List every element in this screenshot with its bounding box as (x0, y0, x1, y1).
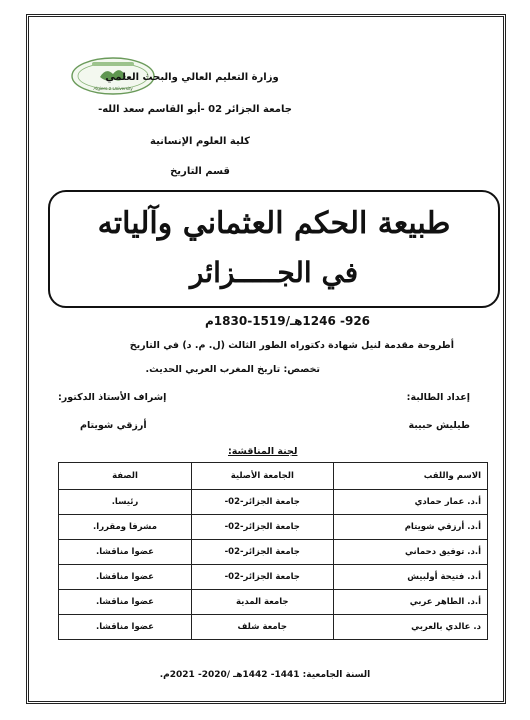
academic-year: السنة الجامعية: 1441- 1442هـ /2020- 2021م. (159, 670, 371, 680)
thesis-title-line2: في الجـــــزائر (189, 256, 359, 289)
student-name: طيليش حبيبة (408, 420, 470, 431)
member-university: جامعة الجزائر-02- (192, 565, 334, 590)
supervisor-name: أرزقي شويتام (80, 420, 147, 431)
member-role: عضوا مناقشا. (59, 540, 192, 565)
member-role: مشرفا ومقررا. (59, 515, 192, 540)
thesis-title-box (48, 190, 500, 308)
member-university: جامعة الجزائر-02- (192, 490, 334, 515)
table-row (59, 590, 488, 615)
member-role: عضوا مناقشا. (59, 590, 192, 615)
university-name: جامعة الجزائر 02 -أبو القاسم سعد الله- (98, 104, 292, 115)
member-university: جامعة المدية (192, 590, 334, 615)
header-role: الصفة (59, 463, 192, 490)
thesis-title-line1: طبيعة الحكم العثماني وآلياته (97, 206, 451, 241)
thesis-statement: أطروحة مقدمة لنيل شهادة دكتوراه الطور الثالث (ل. م. د) في التاريخ (129, 340, 454, 351)
header-name: الاسم واللقب (333, 463, 487, 490)
member-university: جامعة الجزائر-02- (192, 515, 334, 540)
member-name: أ.د. فتيحة أولبيش (333, 565, 487, 590)
table-row (59, 615, 488, 640)
table-row (59, 515, 488, 540)
table-row (59, 565, 488, 590)
header-university: الجامعة الأصلية (192, 463, 334, 490)
member-role: عضوا مناقشا. (59, 615, 192, 640)
member-role: عضوا مناقشا. (59, 565, 192, 590)
member-role: رئيسا. (59, 490, 192, 515)
member-name: أ.د. الطاهر عربي (333, 590, 487, 615)
logo-caption: Algiers 2 University (93, 86, 133, 91)
table-row (59, 540, 488, 565)
prepared-by-label: إعداد الطالبة: (406, 392, 470, 403)
department-name: قسم التاريخ (170, 166, 230, 177)
member-name: أ.د. توفيق دحماني (333, 540, 487, 565)
member-name: د. عالدي بالعربي (333, 615, 487, 640)
supervisor-label: إشراف الأستاذ الدكتور: (58, 392, 167, 403)
thesis-specialty: تخصص: تاريخ المغرب العربي الحديث. (145, 364, 320, 375)
thesis-dates: 926- 1246هـ/1519-1830م (205, 314, 371, 328)
table-header-row (59, 463, 488, 490)
table-row (59, 490, 488, 515)
ministry-name: وزارة التعليم العالي والبحث العلمي (105, 72, 279, 83)
member-university: جامعة الجزائر-02- (192, 540, 334, 565)
member-name: أ.د. عمار حمادي (333, 490, 487, 515)
member-university: جامعة شلف (192, 615, 334, 640)
faculty-name: كلية العلوم الإنسانية (150, 136, 250, 147)
committee-title: لجنة المناقشة: (228, 446, 298, 457)
committee-table (58, 462, 488, 640)
member-name: أ.د. أرزقي شويتام (333, 515, 487, 540)
